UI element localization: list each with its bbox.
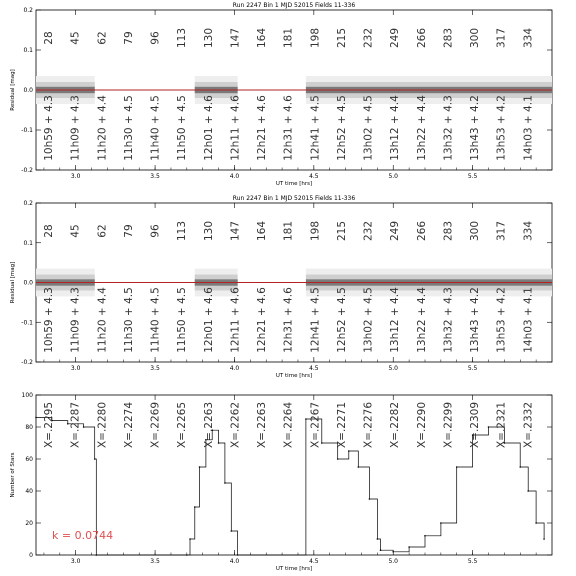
star-count-point <box>440 522 442 524</box>
star-count-point <box>456 466 458 468</box>
field-number-label: 130 <box>202 220 215 242</box>
y-tick-label: 0.0 <box>23 87 33 94</box>
airmass-label: X=.2287 <box>69 401 82 449</box>
field-coordinate-label: 12h01 + 4.6 <box>202 95 215 161</box>
airmass-label: X=.2276 <box>362 401 375 449</box>
field-number-label: 232 <box>362 220 375 242</box>
field-number-label: 62 <box>96 31 109 45</box>
y-tick-label: 40 <box>25 488 33 495</box>
field-number-label: 266 <box>415 220 428 242</box>
star-count-point <box>83 426 85 428</box>
field-number-label: 28 <box>43 31 55 45</box>
star-count-point <box>194 506 196 508</box>
field-coordinate-label: 12h31 + 4.6 <box>282 287 295 353</box>
airmass-label: X=.2262 <box>229 401 242 449</box>
field-number-label: 283 <box>442 27 455 49</box>
x-tick-label: 5.0 <box>388 173 399 180</box>
field-number-label: 164 <box>256 220 269 242</box>
star-count-point <box>230 530 232 532</box>
chart-title: Run 2247 Bin 1 MJD 52015 Fields 11-336 <box>232 195 356 202</box>
field-number-label: 62 <box>96 224 109 238</box>
airmass-label: X=.2321 <box>495 401 508 449</box>
star-count-point <box>199 466 201 468</box>
field-number-label: 198 <box>309 220 322 242</box>
field-coordinate-label: 12h41 + 4.5 <box>309 95 322 161</box>
field-coordinate-label: 11h20 + 4.4 <box>96 95 109 161</box>
field-number-label: 198 <box>309 27 322 49</box>
x-tick-label: 4.0 <box>229 173 240 180</box>
airmass-label: X=.2263 <box>202 401 215 449</box>
x-tick-label: 5.5 <box>467 173 478 180</box>
field-coordinate-label: 13h02 + 4.5 <box>362 287 375 353</box>
y-tick-label: 0.1 <box>23 47 33 54</box>
y-tick-label: 60 <box>25 456 33 463</box>
field-coordinate-label: 11h09 + 4.3 <box>69 287 82 353</box>
field-number-label: 300 <box>469 220 482 242</box>
field-number-label: 28 <box>43 224 55 238</box>
y-tick-label: 100 <box>21 392 33 399</box>
x-tick-label: 4.0 <box>229 558 240 565</box>
field-coordinate-label: 11h40 + 4.5 <box>149 287 162 353</box>
y-tick-label: 0 <box>29 552 33 559</box>
airmass-label: X=.2267 <box>309 401 322 449</box>
field-number-label: 45 <box>69 224 82 238</box>
field-number-label: 334 <box>522 220 535 242</box>
field-number-label: 130 <box>202 27 215 49</box>
star-count-point <box>94 458 96 460</box>
field-coordinate-label: 10h59 + 4.3 <box>43 287 55 353</box>
field-coordinate-label: 12h11 + 4.6 <box>229 287 242 353</box>
field-coordinate-label: 11h20 + 4.4 <box>96 287 109 353</box>
star-count-point <box>488 426 490 428</box>
star-count-point <box>527 490 529 492</box>
y-tick-label: 0.0 <box>23 279 33 287</box>
field-number-label: 147 <box>229 220 242 242</box>
field-number-label: 317 <box>495 220 508 242</box>
y-axis-label: Residual [mag] <box>10 69 16 111</box>
field-number-label: 147 <box>229 27 242 49</box>
field-number-label: 215 <box>335 220 348 242</box>
field-coordinate-label: 13h02 + 4.5 <box>362 95 375 161</box>
x-tick-label: 3.0 <box>70 558 81 565</box>
field-number-label: 164 <box>256 27 269 49</box>
field-coordinate-label: 13h12 + 4.4 <box>389 287 402 353</box>
x-axis-label: UT time [hrs] <box>275 566 313 572</box>
field-coordinate-label: 14h03 + 4.1 <box>522 287 535 353</box>
x-tick-label: 4.5 <box>309 365 319 372</box>
field-number-label: 96 <box>149 224 162 238</box>
airmass-label: X=.2271 <box>335 401 348 449</box>
field-number-label: 317 <box>495 27 508 49</box>
x-tick-label: 3.0 <box>70 173 81 180</box>
y-tick-label: 80 <box>25 424 33 431</box>
field-coordinate-label: 13h53 + 4.2 <box>495 287 508 353</box>
star-count-point <box>96 554 98 556</box>
field-coordinate-label: 12h01 + 4.6 <box>202 287 215 353</box>
star-count-point <box>519 466 521 468</box>
x-tick-label: 5.0 <box>388 558 399 565</box>
star-count-point <box>189 538 191 540</box>
y-tick-label: 0.1 <box>23 239 33 247</box>
x-tick-label: 4.0 <box>229 365 240 372</box>
y-tick-label: 20 <box>25 520 33 527</box>
x-axis-label: UT time [hrs] <box>275 181 313 187</box>
x-tick-label: 3.0 <box>70 365 81 372</box>
field-coordinate-label: 11h30 + 4.5 <box>122 287 135 353</box>
field-number-label: 113 <box>176 27 189 49</box>
field-coordinate-label: 12h11 + 4.6 <box>229 95 242 161</box>
chart-title: Run 2247 Bin 1 MJD 52015 Fields 11-336 <box>232 2 356 9</box>
x-tick-label: 3.5 <box>150 365 160 372</box>
x-tick-label: 3.5 <box>150 558 160 565</box>
field-coordinate-label: 13h43 + 4.2 <box>469 287 482 353</box>
field-coordinate-label: 12h31 + 4.6 <box>282 95 295 161</box>
field-coordinate-label: 11h30 + 4.5 <box>122 95 135 161</box>
field-number-label: 79 <box>122 224 135 238</box>
star-count-point <box>424 535 426 537</box>
field-number-label: 181 <box>282 27 295 49</box>
airmass-label: X=.2309 <box>469 401 482 449</box>
airmass-label: X=.2264 <box>282 401 295 449</box>
field-coordinate-label: 11h50 + 4.5 <box>176 95 189 161</box>
field-number-label: 283 <box>442 220 455 242</box>
field-coordinate-label: 13h53 + 4.2 <box>495 95 508 161</box>
star-count-point <box>348 450 350 452</box>
y-axis-label: Number of Stars <box>10 452 16 498</box>
x-tick-label: 5.0 <box>388 365 399 372</box>
field-coordinate-label: 13h22 + 4.4 <box>415 95 428 161</box>
airmass-label: X=.2295 <box>43 401 55 449</box>
x-tick-label: 3.5 <box>150 173 160 180</box>
field-coordinate-label: 11h50 + 4.5 <box>176 287 189 353</box>
y-tick-label: 0.2 <box>23 200 33 207</box>
x-tick-label: 5.5 <box>467 558 478 565</box>
field-coordinate-label: 13h32 + 4.3 <box>442 95 455 161</box>
star-count-point <box>377 538 379 540</box>
field-coordinate-label: 13h12 + 4.4 <box>389 95 402 161</box>
x-axis-label: UT time [hrs] <box>275 373 313 379</box>
airmass-label: X=.2265 <box>176 401 189 449</box>
field-number-label: 79 <box>122 31 135 45</box>
star-count-point <box>237 554 239 556</box>
star-count-point <box>392 551 394 553</box>
field-number-label: 215 <box>335 27 348 49</box>
field-number-label: 300 <box>469 27 482 49</box>
y-tick-label: -0.2 <box>21 167 33 174</box>
star-count-point <box>535 522 537 524</box>
field-number-label: 113 <box>176 220 189 242</box>
field-coordinate-label: 12h52 + 4.5 <box>335 95 348 161</box>
y-tick-label: -0.1 <box>21 127 33 134</box>
field-number-label: 232 <box>362 27 375 49</box>
airmass-label: X=.2269 <box>149 401 162 449</box>
y-tick-label: -0.1 <box>21 319 33 327</box>
y-tick-label: -0.2 <box>21 359 33 366</box>
airmass-label: X=.2280 <box>96 401 109 449</box>
star-count-point <box>67 423 69 425</box>
airmass-label: X=.2299 <box>442 401 455 449</box>
y-axis-label: Residual [mag] <box>10 261 16 304</box>
star-count-point <box>380 549 382 551</box>
star-count-point <box>186 554 188 556</box>
star-count-point <box>408 546 410 548</box>
field-coordinate-label: 12h52 + 4.5 <box>335 287 348 353</box>
airmass-label: X=.2282 <box>389 401 402 449</box>
star-count-point <box>369 498 371 500</box>
field-number-label: 96 <box>149 31 162 45</box>
y-tick-label: 0.2 <box>23 7 33 14</box>
field-coordinate-label: 13h32 + 4.3 <box>442 287 455 353</box>
field-coordinate-label: 12h21 + 4.6 <box>256 287 269 353</box>
airmass-label: X=.2290 <box>415 401 428 449</box>
star-count-point <box>35 417 37 419</box>
field-coordinate-label: 11h40 + 4.5 <box>149 95 162 161</box>
field-number-label: 249 <box>389 27 402 49</box>
star-count-point <box>224 482 226 484</box>
star-count-point <box>218 442 220 444</box>
field-coordinate-label: 13h22 + 4.4 <box>415 287 428 353</box>
field-number-label: 181 <box>282 220 295 242</box>
field-coordinate-label: 11h09 + 4.3 <box>69 95 82 161</box>
field-number-label: 45 <box>69 31 82 45</box>
field-number-label: 249 <box>389 220 402 242</box>
extinction-annotation: k = 0.0744 <box>52 529 114 542</box>
x-tick-label: 5.5 <box>467 365 478 372</box>
airmass-label: X=.2274 <box>122 401 135 449</box>
field-coordinate-label: 14h03 + 4.1 <box>522 95 535 161</box>
field-number-label: 266 <box>415 27 428 49</box>
star-count-point <box>358 466 360 468</box>
airmass-label: X=.2263 <box>256 401 269 449</box>
field-number-label: 334 <box>522 27 535 49</box>
airmass-label: X=.2332 <box>522 401 535 449</box>
x-tick-label: 4.5 <box>309 558 319 565</box>
star-count-point <box>305 418 307 420</box>
field-coordinate-label: 13h43 + 4.2 <box>469 95 482 161</box>
star-count-point <box>543 538 545 540</box>
x-tick-label: 4.5 <box>309 173 319 180</box>
field-coordinate-label: 12h41 + 4.5 <box>309 287 322 353</box>
field-coordinate-label: 12h21 + 4.6 <box>256 95 269 161</box>
star-count-point <box>337 458 339 460</box>
field-coordinate-label: 10h59 + 4.3 <box>43 95 55 161</box>
